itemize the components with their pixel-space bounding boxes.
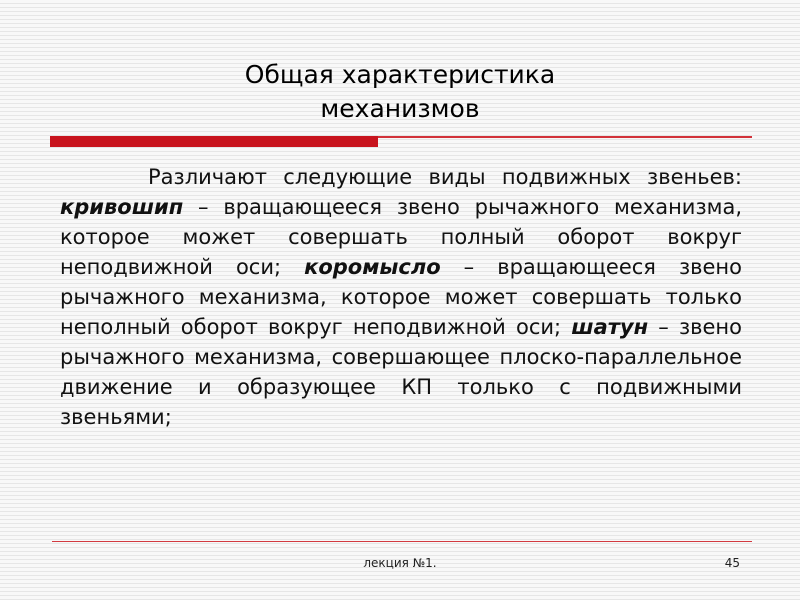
footer-divider (52, 541, 752, 542)
slide-title (100, 58, 700, 126)
footer-label: лекция №1. (363, 556, 437, 570)
body-intro: Различают следующие виды подвижных звеньев: (148, 165, 742, 189)
page-number: 45 (724, 556, 740, 570)
definition-krivoship: – вращающееся звено рычажного механизма, которое может совершать полный оборот вокруг неподвижной оси; (60, 195, 742, 279)
term-krivoship: кривошип (60, 195, 184, 219)
term-shatun: шатун (571, 315, 649, 339)
slide-title-line-1: Общая характеристика (244, 60, 556, 89)
title-underline-thick (50, 136, 378, 147)
definition-koromyslo: – вращающееся звено рычажного механизма, которое может совершать только неполный оборот вокруг неподвижной оси; (60, 255, 742, 339)
definition-shatun: – звено рычажного механизма, совершающее плоско-параллельное движение и образующее КП только с подвижными звеньями; (60, 315, 742, 429)
slide-title-line-2: механизмов (320, 94, 480, 123)
title-underline (50, 136, 752, 147)
body-text (60, 162, 742, 432)
term-koromyslo: коромысло (304, 255, 441, 279)
